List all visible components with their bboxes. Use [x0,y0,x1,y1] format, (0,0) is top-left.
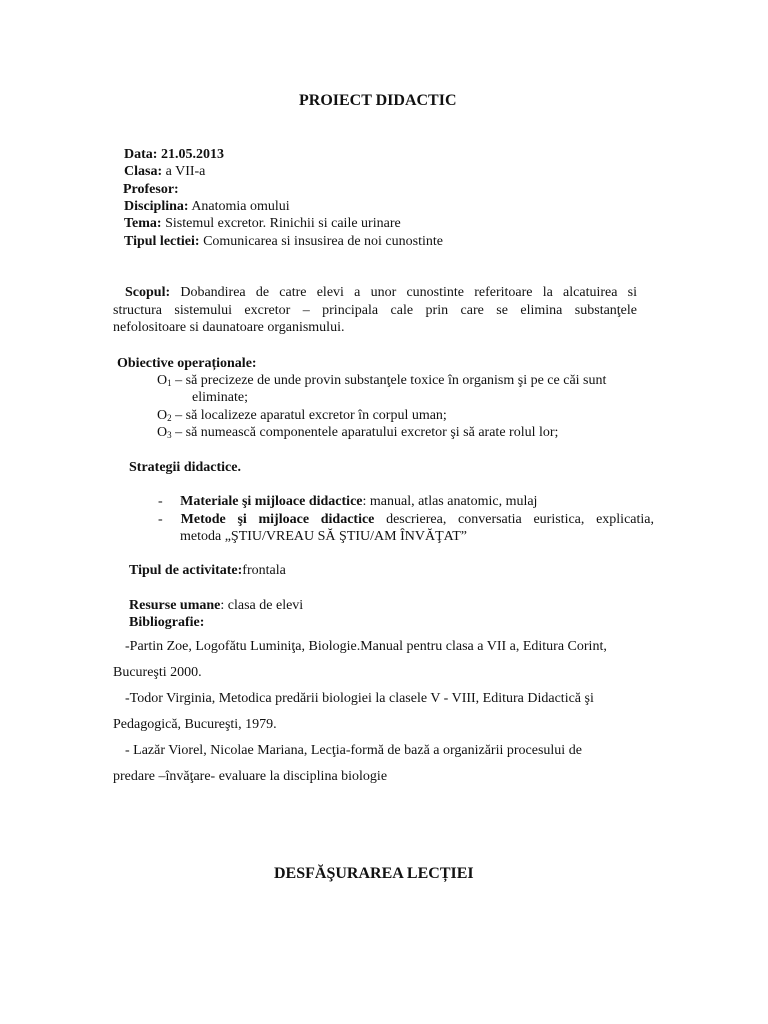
date-value: 21.05.2013 [160,147,224,162]
strategy-item-1-label: Materiale şi mijloace didactice [180,494,363,509]
class-label: Clasa: [124,164,163,179]
objective-3-sub: 3 [167,430,172,440]
discipline-row [124,198,290,215]
activity-label: Tipul de activitate: [129,563,243,578]
teacher-row [123,181,179,198]
lesson-type-value: Comunicarea si insusirea de noi cunostinte [203,234,443,249]
objective-2-sub: 2 [167,413,172,423]
objective-1-text: – să precizeze de unde provin substanţele toxice în organism şi pe ce căi sunt [171,373,607,388]
objective-1-sub: 1 [167,378,172,388]
activity-value: frontala [242,563,286,578]
bibliography-entry-3-continuation: predare –învăţare- evaluare la disciplina biologie [113,769,388,784]
purpose-label: Scopul: [125,285,171,300]
purpose-line-3: nefolositoare si daunatoare organismului. [113,320,345,335]
objective-1-code: O [157,373,168,388]
objective-2-text: – să localizeze aparatul excretor în corpul uman; [171,408,447,423]
page-title: PROIECT DIDACTIC [299,92,457,109]
theme-label: Tema: [124,216,162,231]
bibliography-entry-3: - Lazăr Viorel, Nicolae Mariana, Lecţia-formă de bază a organizării procesului de [125,743,582,758]
bibliography-entry-1-continuation: Bucureşti 2000. [113,665,202,680]
strategy-item-1-value: : manual, atlas anatomic, mulaj [362,494,538,509]
objective-2-code: O [157,408,168,423]
date-row [124,146,224,163]
theme-row [124,215,401,232]
objective-1 [157,372,606,389]
lesson-type-label: Tipul lectiei: [124,234,200,249]
objective-1-continuation: eliminate; [192,390,248,405]
date-label: Data: [124,147,158,162]
objectives-label: Obiective operaționale: [117,356,257,371]
objective-3-text: – să numească componentele aparatului excretor şi să arate rolul lor; [171,425,559,440]
class-value: a VII-a [165,164,206,179]
purpose-line-1 [113,284,637,301]
theme-value: Sistemul excretor. Rinichii si caile urinare [165,216,401,231]
discipline-label: Disciplina: [124,199,189,214]
section-title: DESFĂŞURAREA LECȚIEI [274,865,474,882]
strategies-label: Strategii didactice. [129,460,241,475]
bibliography-entry-1: -Partin Zoe, Logofătu Luminiţa, Biologie.Manual pentru clasa a VII a, Editura Corint, [125,639,607,654]
objective-3 [157,424,558,441]
activity-row [129,562,286,579]
strategy-item-1 [158,493,537,510]
resources-label: Resurse umane [129,598,221,613]
bibliography-entry-2: -Todor Virginia, Metodica predării biologiei la clasele V - VIII, Editura Didactică şi [125,691,594,706]
bibliography-label: Bibliografie: [129,615,205,630]
resources-row [129,597,303,614]
class-row [124,163,205,180]
bibliography-entry-2-continuation: Pedagogică, Bucureşti, 1979. [113,717,277,732]
resources-value: : clasa de elevi [220,598,304,613]
objective-2 [157,407,447,424]
teacher-label: Profesor: [123,182,179,197]
purpose-text-1: Dobandirea de catre elevi a unor cunostinte referitoare la alcatuirea si [180,285,637,300]
lesson-type-row [124,233,443,250]
strategy-item-2-label: Metode şi mijloace didactice [180,512,375,527]
strategy-item-1-dash: - [158,494,163,509]
strategy-item-2-continuation: metoda „ŞTIU/VREAU SĂ ŞTIU/AM ÎNVĂŢAT” [180,529,467,544]
discipline-value: Anatomia omului [191,199,290,214]
strategy-item-2 [158,511,654,528]
objective-3-code: O [157,425,168,440]
purpose-line-2: structura sistemului excretor – principala cale prin care se elimina substanţele [113,303,637,318]
strategy-item-2-value: descrierea, conversatia euristica, explicatia, [374,512,654,527]
strategy-item-2-dash: - [158,512,163,527]
